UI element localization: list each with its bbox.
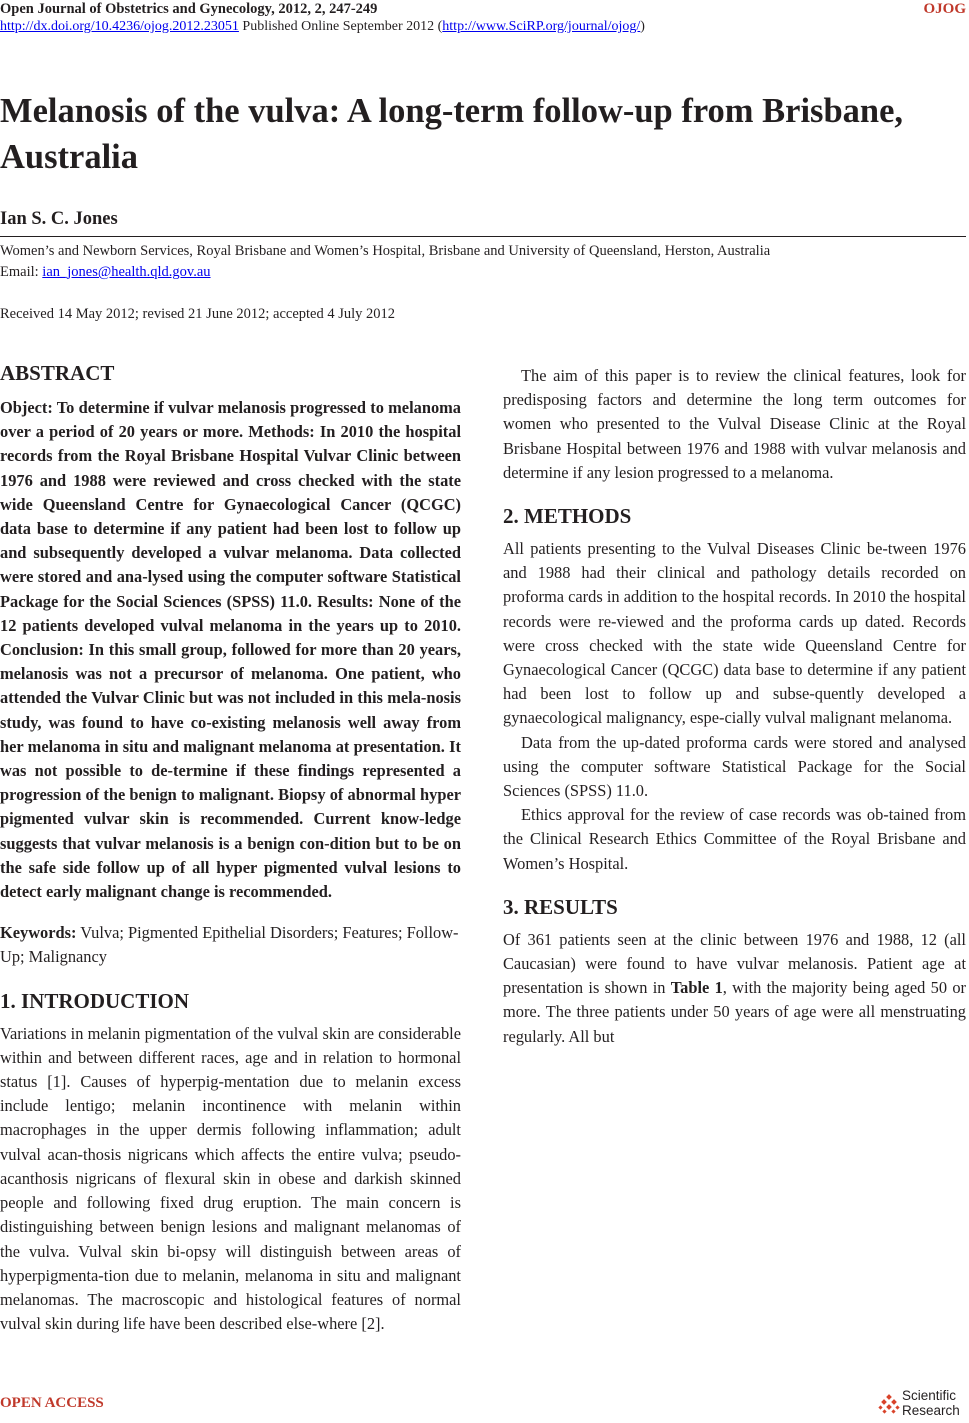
keywords [0,921,461,969]
journal-url-link[interactable]: http://www.SciRP.org/journal/ojog/ [442,19,641,34]
publisher-name [902,1388,960,1418]
left-column [0,360,461,1336]
abstract-heading: ABSTRACT [0,361,115,385]
journal-citation: Open Journal of Obstetrics and Gynecology, 2012, 2, 247-249 [0,1,378,17]
keywords-list: Vulva; Pigmented Epithelial Disorders; Features; Follow-Up; Malignancy [0,923,459,967]
journal-abbreviation: OJOG [923,1,966,17]
abstract-text: Object: To determine if vulvar melanosis progressed to melanoma over a period of 20 years or more. Methods: In 2010 the hospital records from the Royal Brisbane Hospital Vulvar Clinic between 1976 and 1988 were reviewed and cross checked with the state wide Queensland Centre for Gynaecological Cancer (QCGC) data base to determine if any patient had been lost to follow up and subsequently developed a vulvar melanoma. Data collected were stored and ana-lysed using the computer software Statistical Package for the Social Sciences (SPSS) 11.0. Results: None of the 12 patients developed vulval melanoma in the years up to 2010. Conclusion: In this small group, followed for more than 20 years, melanosis was not a precursor of melanoma. One patient, who attended the Vulvar Clinic but was not included in this mela-nosis study, was found to have co-existing melanosis well away from her melanoma in situ and malignant melanoma at presentation. It was not possible to de-termine if these findings represented a progression of the benign to malignant. Biopsy of abnormal hyper pigmented vulvar skin is recommended. Current know-ledge suggests that vulvar melanosis is a benign con-dition but to be on the safe side follow up of all hyper pigmented vulval lesions to detect early malignant change is recommended. [0,398,461,902]
publisher-name-line-1: Scientific [902,1388,957,1403]
publisher-logo [878,1388,968,1422]
methods-paragraph-2: Data from the up-dated proforma cards were stored and analysed using the computer software Statistical Package for the Social Sciences (SPSS) 11.0. [503,732,966,801]
results-text-end: , with the majority being aged 50 or more. The three patients under 50 years of age were all menstruating regularly. All but [503,978,966,1046]
publisher-name-line-2: Research [902,1403,960,1418]
introduction-heading: 1. INTRODUCTION [0,988,190,1013]
author-affiliation: Women’s and Newborn Services, Royal Brisbane and Women’s Hospital, Brisbane and University of Queensland, Herston, Australia [0,243,771,259]
author-email [0,264,211,281]
received-dates: Received 14 May 2012; revised 21 June 2012; accepted 4 July 2012 [0,306,396,322]
published-online-text: Published Online September 2012 ( [238,19,443,34]
results-text-start: Of 361 patients seen at the clinic between 1976 and 1988, 12 (all Caucasian) were found to have vulvar melanosis. Patient age at presentation is shown in [503,929,966,998]
article-title: Melanosis of the vulva: A long-term follow-up from Brisbane, Australia [0,92,904,176]
methods-heading: 2. METHODS [503,504,632,529]
methods-paragraph-1: All patients presenting to the Vulval Diseases Clinic be-tween 1976 and 1988 had their clinical and pathology details recorded on proforma cards in addition to the hospital records. In 2010 the hospital records were re-viewed and the proforma cards up dated. Records were cross checked with the state wide Queensland Centre for Gynaecological Cancer (QCGC) data base to determine if any patient had been lost to follow up and subse-quently developed a gynaecological malignancy, espe-cially vulval malignant melanoma. [503,539,966,728]
introduction-paragraph-1: Variations in melanin pigmentation of the vulval skin are considerable within and between different races, age and in relation to hormonal status [1]. Causes of hyperpig-mentation due to melanin excess include lentigo; melanin incontinence with melanin within macrophages in the upper dermis following inflammation; adult vulval acan-thosis nigricans which affects the entire vulva; pseudo-acanthosis nigricans of flexural skin in obese and darkish skinned people and following fixed drug eruption. The main concern is distinguishing between benign lesions and malignant melanomas of the vulva. Vulval skin bi-opsy will distinguish between areas of hyperpigmenta-tion due to melanin, melanoma in situ and malignant melanomas. The macroscopic and histological features of normal vulval skin during life have been described else-where [2]. [0,1023,461,1334]
running-header [0,1,966,19]
results-heading: 3. RESULTS [503,894,618,919]
methods-paragraph-3: Ethics approval for the review of case records was ob-tained from the Clinical Research Ethics Committee of the Royal Brisbane and Women’s Hospital. [503,805,966,873]
scirp-logo-icon [878,1394,900,1416]
keywords-label: Keywords: [0,923,77,943]
table-1-reference[interactable]: Table 1 [670,978,723,998]
publication-line [0,19,645,35]
close-paren: ) [640,19,645,34]
introduction-paragraph-2: The aim of this paper is to review the clinical features, look for predisposing factors and determine the long term outcomes for women who presented to the Vulval Disease Clinic at the Royal Brisbane Hospital between 1976 and 1988 with vulvar melanosis and determine if any lesion progressed to a melanoma. [503,366,966,482]
divider [0,236,966,237]
email-label: Email: [0,264,43,280]
doi-link[interactable]: http://dx.doi.org/10.4236/ojog.2012.23051 [0,19,239,34]
right-column [503,364,966,1049]
results-paragraph-1 [503,928,966,1049]
open-access-label: OPEN ACCESS [0,1395,104,1411]
email-link[interactable]: ian_jones@health.qld.gov.au [42,264,211,280]
author-name: Ian S. C. Jones [0,209,118,229]
